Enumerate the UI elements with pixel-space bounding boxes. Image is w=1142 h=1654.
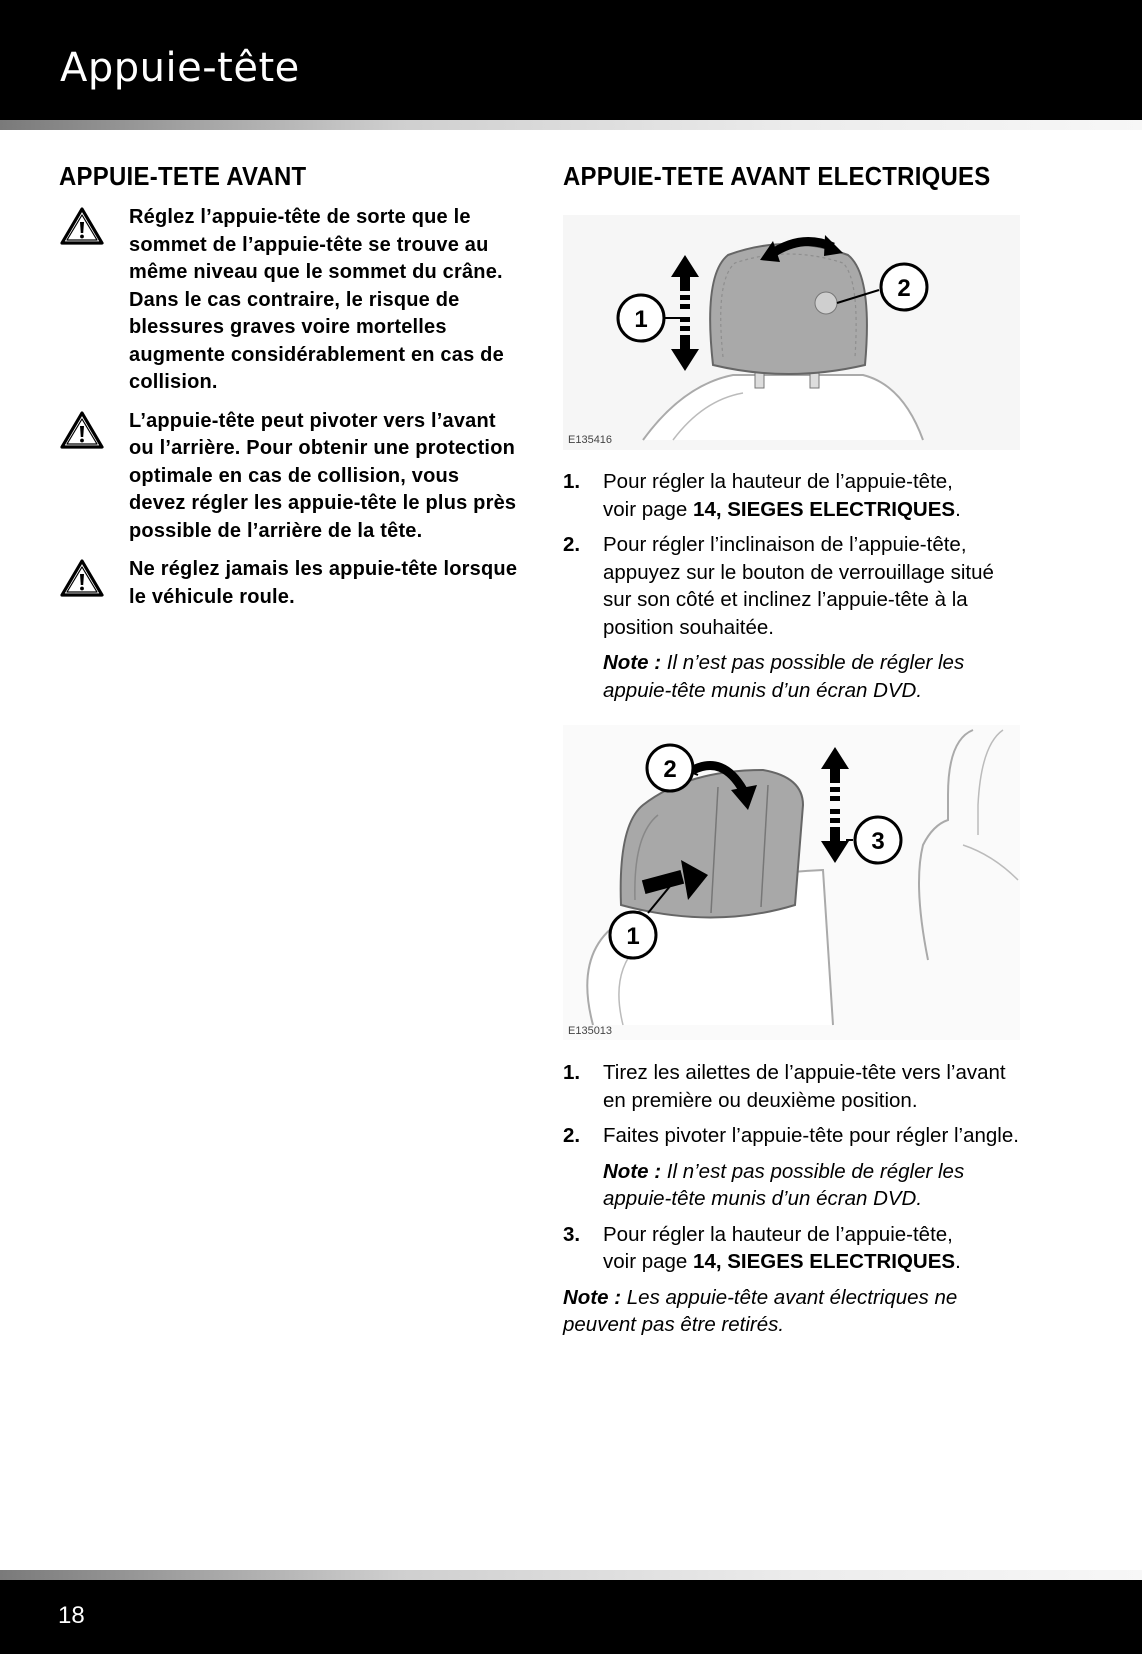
figure1-callout-2: 2 — [897, 275, 911, 302]
section-heading-front-headrest: APPUIE-TETE AVANT — [59, 161, 307, 191]
warning-item — [59, 556, 519, 611]
note: Note : Il n’est pas possible de régler les appuie-tête munis d’un écran DVD. — [603, 1159, 965, 1210]
figure2-code: E135013 — [568, 1025, 613, 1037]
list-item: 3. Pour régler la hauteur de l’appuie-tête, voir page 14, SIEGES ELECTRIQUES. — [563, 1222, 961, 1273]
figure2-callout-1: 1 — [626, 923, 640, 950]
section-heading-electric-headrest: APPUIE-TETE AVANT ELECTRIQUES — [563, 161, 991, 191]
warning-text: L’appuie-tête peut pivoter vers l’avant ou l’arrière. Pour obtenir une protection optimale en cas de collision, vous devez régler les appuie-tête le plus près possible de l’arrière de la tête. — [129, 409, 517, 542]
list-item: 2. Faites pivoter l’appuie-tête pour régler l’angle. — [563, 1124, 1019, 1147]
note: Note : Il n’est pas possible de régler les appuie-tête munis d’un écran DVD. — [603, 651, 965, 702]
warning-triangle-icon — [59, 206, 105, 246]
headrest-wings-illustration — [563, 725, 1020, 1040]
page-reference-link[interactable]: 14, SIEGES ELECTRIQUES — [693, 497, 956, 521]
headrest-electric-illustration — [563, 215, 1020, 450]
figure2-callout-2: 2 — [663, 756, 677, 783]
list-item: 1. Tirez les ailettes de l’appuie-tête vers l’avant en première ou deuxième position. — [563, 1061, 1006, 1112]
warning-text: Réglez l’appuie-tête de sorte que le sommet de l’appuie-tête se trouve au même niveau que le sommet du crâne. Dans le cas contraire, le risque de blessures graves voire mortelles augmente considérablement en cas de collision. — [129, 206, 504, 393]
note: Note : Les appuie-tête avant électriques ne peuvent pas être retirés. — [563, 1285, 958, 1336]
list-item: 2. Pour régler l’inclinaison de l’appuie-tête, appuyez sur le bouton de verrouillage situé sur son côté et inclinez l’appuie-tête à la position souhaitée. — [563, 533, 994, 639]
warning-text: Ne réglez jamais les appuie-tête lorsque le véhicule roule. — [129, 558, 518, 608]
page-number: 18 — [58, 1602, 85, 1629]
header-gradient-band — [0, 120, 1142, 130]
page-title: Appuie-tête — [60, 45, 300, 91]
warning-item — [59, 204, 519, 397]
warning-item — [59, 408, 519, 546]
figure1-callout-1: 1 — [634, 306, 648, 333]
steps-headrest-wings — [563, 1059, 1023, 1347]
figure1-code: E135416 — [568, 434, 613, 446]
footer-bar — [0, 1580, 1142, 1654]
figure2-callout-3: 3 — [871, 828, 885, 855]
list-item: 1. Pour régler la hauteur de l’appuie-tête, voir page 14, SIEGES ELECTRIQUES. — [563, 470, 961, 521]
steps-electric-headrest — [563, 468, 1023, 712]
page-reference-link[interactable]: 14, SIEGES ELECTRIQUES — [693, 1250, 956, 1273]
footer-gradient-band — [0, 1570, 1142, 1580]
warnings-list — [59, 204, 519, 622]
warning-triangle-icon — [59, 410, 105, 450]
warning-triangle-icon — [59, 558, 105, 598]
